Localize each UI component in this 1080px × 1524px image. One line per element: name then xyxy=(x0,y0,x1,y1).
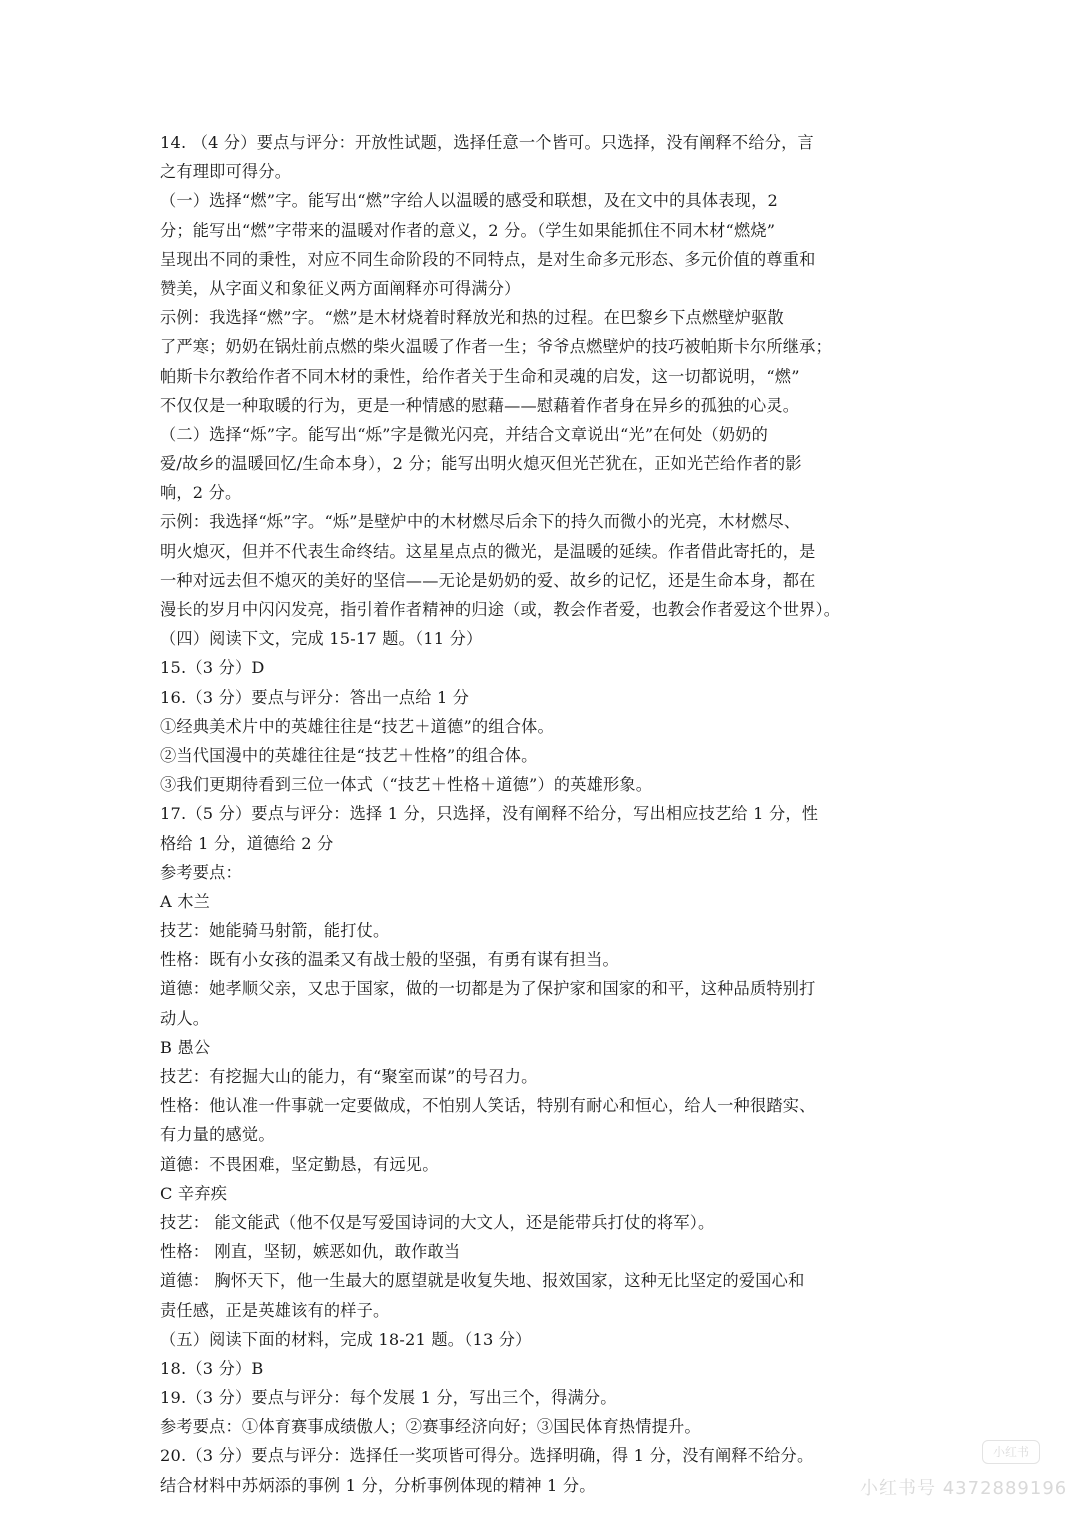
text-line: 不仅仅是一种取暖的行为，更是一种情感的慰藉——慰藉着作者身在异乡的孤独的心灵。 xyxy=(160,395,800,415)
text-line: 责任感，正是英雄该有的样子。 xyxy=(160,1300,390,1320)
watermark-logo: 小红书 xyxy=(982,1440,1040,1464)
text-line: （五）阅读下面的材料，完成 18-21 题。（13 分） xyxy=(160,1329,532,1349)
text-line: （四）阅读下文，完成 15-17 题。（11 分） xyxy=(160,629,483,649)
text-line: 漫长的岁月中闪闪发亮，指引着作者精神的归途（或，教会作者爱，也教会作者爱这个世界）。 xyxy=(160,600,841,619)
text-line: 响，2 分。 xyxy=(160,483,242,503)
text-line: 性格：既有小女孩的温柔又有战士般的坚强，有勇有谋有担当。 xyxy=(160,950,619,970)
text-line: 示例：我选择“燃”字。“燃”是木材烧着时释放光和热的过程。在巴黎乡下点燃壁炉驱散 xyxy=(160,308,784,328)
text-line: 有力量的感觉。 xyxy=(160,1125,275,1145)
text-line: 了严寒；奶奶在锅灶前点燃的柴火温暖了作者一生；爷爷点燃壁炉的技巧被帕斯卡尔所继承； xyxy=(160,337,832,357)
text-line: （二）选择“烁”字。能写出“烁”字是微光闪亮，并结合文章说出“光”在何处（奶奶的 xyxy=(160,424,769,444)
watermark-id: 小红书号 4372889196 xyxy=(860,1478,1068,1499)
text-line: 格给 1 分，道德给 2 分 xyxy=(160,833,334,853)
text-line: ①经典美术片中的英雄往往是“技艺＋道德”的组合体。 xyxy=(160,716,554,736)
text-line: 赞美，从字面义和象征义两方面阐释亦可得满分） xyxy=(160,278,521,298)
text-line: 呈现出不同的秉性，对应不同生命阶段的不同特点，是对生命多元形态、多元价值的尊重和 xyxy=(160,249,816,269)
text-line: 分；能写出“燃”字带来的温暖对作者的意义，2 分。（学生如果能抓住不同木材“燃烧” xyxy=(160,220,776,240)
text-line: 明火熄灭，但并不代表生命终结。这星星点点的微光，是温暖的延续。作者借此寄托的，是 xyxy=(160,541,816,561)
text-line: 技艺： 能文能武（他不仅是写爱国诗词的大文人，还是能带兵打仗的将军）。 xyxy=(160,1212,715,1232)
text-line: 16.（3 分）要点与评分：答出一点给 1 分 xyxy=(160,687,470,707)
text-line: （一）选择“燃”字。能写出“燃”字给人以温暖的感受和联想，及在文中的具体表现，2 xyxy=(160,191,778,211)
text-line: C 辛弃疾 xyxy=(160,1183,228,1203)
text-line: 性格： 刚直，坚韧，嫉恶如仇，敢作敢当 xyxy=(160,1242,461,1262)
text-line: A 木兰 xyxy=(160,891,211,911)
text-line: 15.（3 分）D xyxy=(160,658,265,678)
text-line: 技艺：有挖掘大山的能力，有“聚室而谋”的号召力。 xyxy=(160,1067,538,1086)
text-line: ②当代国漫中的英雄往往是“技艺＋性格”的组合体。 xyxy=(160,745,538,765)
answer-key-text xyxy=(160,128,922,1500)
text-line: 18.（3 分）B xyxy=(160,1358,264,1378)
text-line: B 愚公 xyxy=(160,1037,211,1057)
text-line: 结合材料中苏炳添的事例 1 分，分析事例体现的精神 1 分。 xyxy=(160,1475,596,1495)
text-line: 道德：她孝顺父亲，又忠于国家，做的一切都是为了保护家和国家的和平，这种品质特别打 xyxy=(160,979,816,999)
text-line: 帕斯卡尔教给作者不同木材的秉性，给作者关于生命和灵魂的启发，这一切都说明，“燃” xyxy=(160,366,800,386)
text-line: 19.（3 分）要点与评分：每个发展 1 分，写出三个，得满分。 xyxy=(160,1388,617,1408)
text-line: 14. （4 分）要点与评分：开放性试题，选择任意一个皆可。只选择，没有阐释不给分，言 xyxy=(160,133,814,152)
text-line: ③我们更期待看到三位一体式（“技艺＋性格＋道德”）的英雄形象。 xyxy=(160,775,653,795)
text-line: 之有理即可得分。 xyxy=(160,162,292,182)
text-line: 示例：我选择“烁”字。“烁”是壁炉中的木材燃尽后余下的持久而微小的光亮，木材燃尽、 xyxy=(160,512,801,532)
text-line: 道德：不畏困难，坚定勤恳，有远见。 xyxy=(160,1154,439,1174)
text-line: 参考要点：①体育赛事成绩傲人；②赛事经济向好；③国民体育热情提升。 xyxy=(160,1417,701,1437)
text-line: 参考要点： xyxy=(160,862,242,882)
text-line: 动人。 xyxy=(160,1008,210,1028)
text-line: 20.（3 分）要点与评分：选择任一奖项皆可得分。选择明确，得 1 分，没有阐释不给分。 xyxy=(160,1446,814,1466)
text-line: 17.（5 分）要点与评分：选择 1 分，只选择，没有阐释不给分，写出相应技艺给 1 分，性 xyxy=(160,804,819,824)
text-line: 爱/故乡的温暖回忆/生命本身），2 分；能写出明火熄灭但光芒犹在，正如光芒给作者的影 xyxy=(160,454,802,474)
text-line: 道德： 胸怀天下，他一生最大的愿望就是收复失地、报效国家，这种无比坚定的爱国心和 xyxy=(160,1271,805,1291)
text-line: 性格：他认准一件事就一定要做成，不怕别人笑话，特别有耐心和恒心，给人一种很踏实、 xyxy=(160,1096,816,1116)
text-line: 技艺：她能骑马射箭，能打仗。 xyxy=(160,921,390,941)
text-line: 一种对远去但不熄灭的美好的坚信——无论是奶奶的爱、故乡的记忆，还是生命本身，都在 xyxy=(160,570,816,590)
